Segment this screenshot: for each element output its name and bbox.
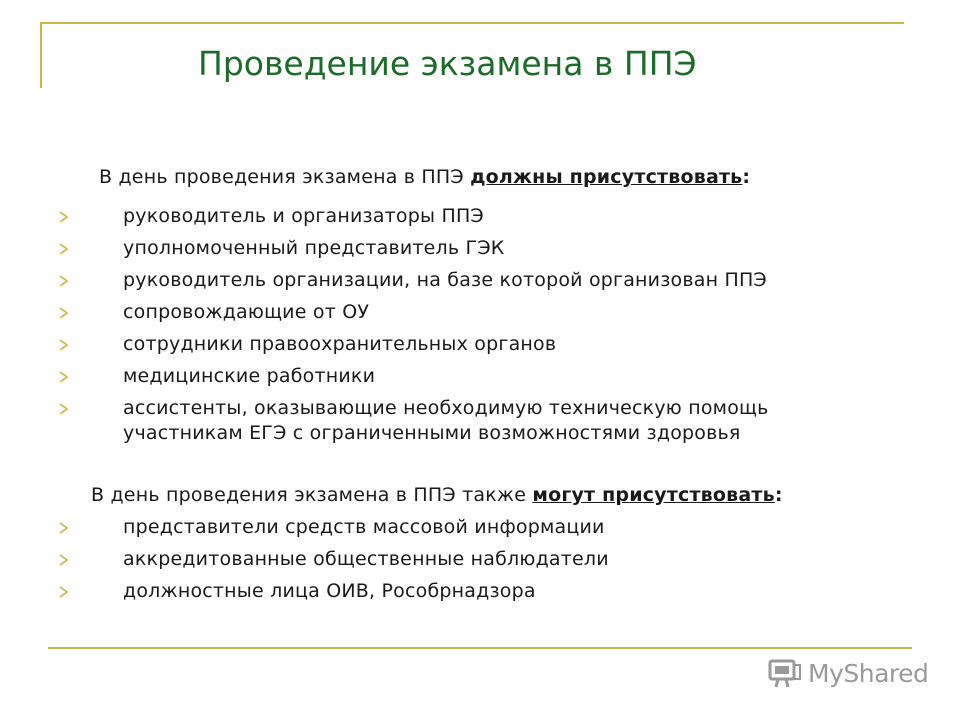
arrow-bullet-icon bbox=[58, 210, 70, 224]
section2-intro-suffix: : bbox=[774, 484, 783, 506]
watermark-text: MyShared bbox=[808, 658, 929, 688]
list-item-text: руководитель организации, на базе которой организован ППЭ bbox=[123, 269, 767, 291]
list-item bbox=[58, 515, 858, 540]
section2-intro bbox=[91, 484, 783, 506]
section1-intro-prefix: В день проведения экзамена в ППЭ bbox=[99, 166, 471, 188]
arrow-bullet-icon bbox=[58, 338, 70, 352]
section1-intro-emphasis: должны присутствовать bbox=[470, 166, 743, 188]
list-item-text: руководитель и организаторы ППЭ bbox=[123, 205, 484, 227]
mysahred-logo-icon bbox=[768, 657, 802, 689]
slide-title: Проведение экзамена в ППЭ bbox=[198, 44, 697, 83]
list-item-text: медицинские работники bbox=[123, 365, 376, 387]
list-item-text: аккредитованные общественные наблюдатели bbox=[123, 548, 609, 570]
arrow-bullet-icon bbox=[58, 306, 70, 320]
arrow-bullet-icon bbox=[58, 370, 70, 384]
frame-left-line bbox=[40, 22, 42, 88]
required-attendees-list bbox=[58, 204, 858, 453]
list-item bbox=[58, 268, 858, 293]
arrow-bullet-icon bbox=[58, 521, 70, 535]
list-item bbox=[58, 204, 858, 229]
section1-intro-suffix: : bbox=[742, 166, 751, 188]
list-item-text: сопровождающие от ОУ bbox=[123, 301, 370, 323]
list-item-text: ассистенты, оказывающие необходимую техническую помощь участникам ЕГЭ с ограниченными возможностями здоровья bbox=[123, 397, 769, 444]
section2-intro-prefix: В день проведения экзамена в ППЭ также bbox=[91, 484, 533, 506]
list-item bbox=[58, 364, 858, 389]
arrow-bullet-icon bbox=[58, 242, 70, 256]
arrow-bullet-icon bbox=[58, 585, 70, 599]
watermark bbox=[768, 655, 928, 691]
list-item bbox=[58, 547, 858, 572]
list-item bbox=[58, 236, 858, 261]
list-item-text: должностные лица ОИВ, Рособрнадзора bbox=[123, 580, 536, 602]
arrow-bullet-icon bbox=[58, 402, 70, 416]
frame-bottom-line bbox=[48, 647, 912, 649]
list-item bbox=[58, 332, 858, 357]
frame-top-line bbox=[40, 22, 904, 24]
arrow-bullet-icon bbox=[58, 274, 70, 288]
list-item-text: уполномоченный представитель ГЭК bbox=[123, 237, 505, 259]
list-item-text: представители средств массовой информации bbox=[123, 516, 605, 538]
list-item bbox=[58, 300, 858, 325]
section2-intro-emphasis: могут присутствовать bbox=[532, 484, 775, 506]
list-item-text: сотрудники правоохранительных органов bbox=[123, 333, 557, 355]
list-item bbox=[58, 579, 858, 604]
section1-intro bbox=[99, 166, 750, 188]
list-item bbox=[58, 396, 858, 446]
arrow-bullet-icon bbox=[58, 553, 70, 567]
optional-attendees-list bbox=[58, 515, 858, 611]
